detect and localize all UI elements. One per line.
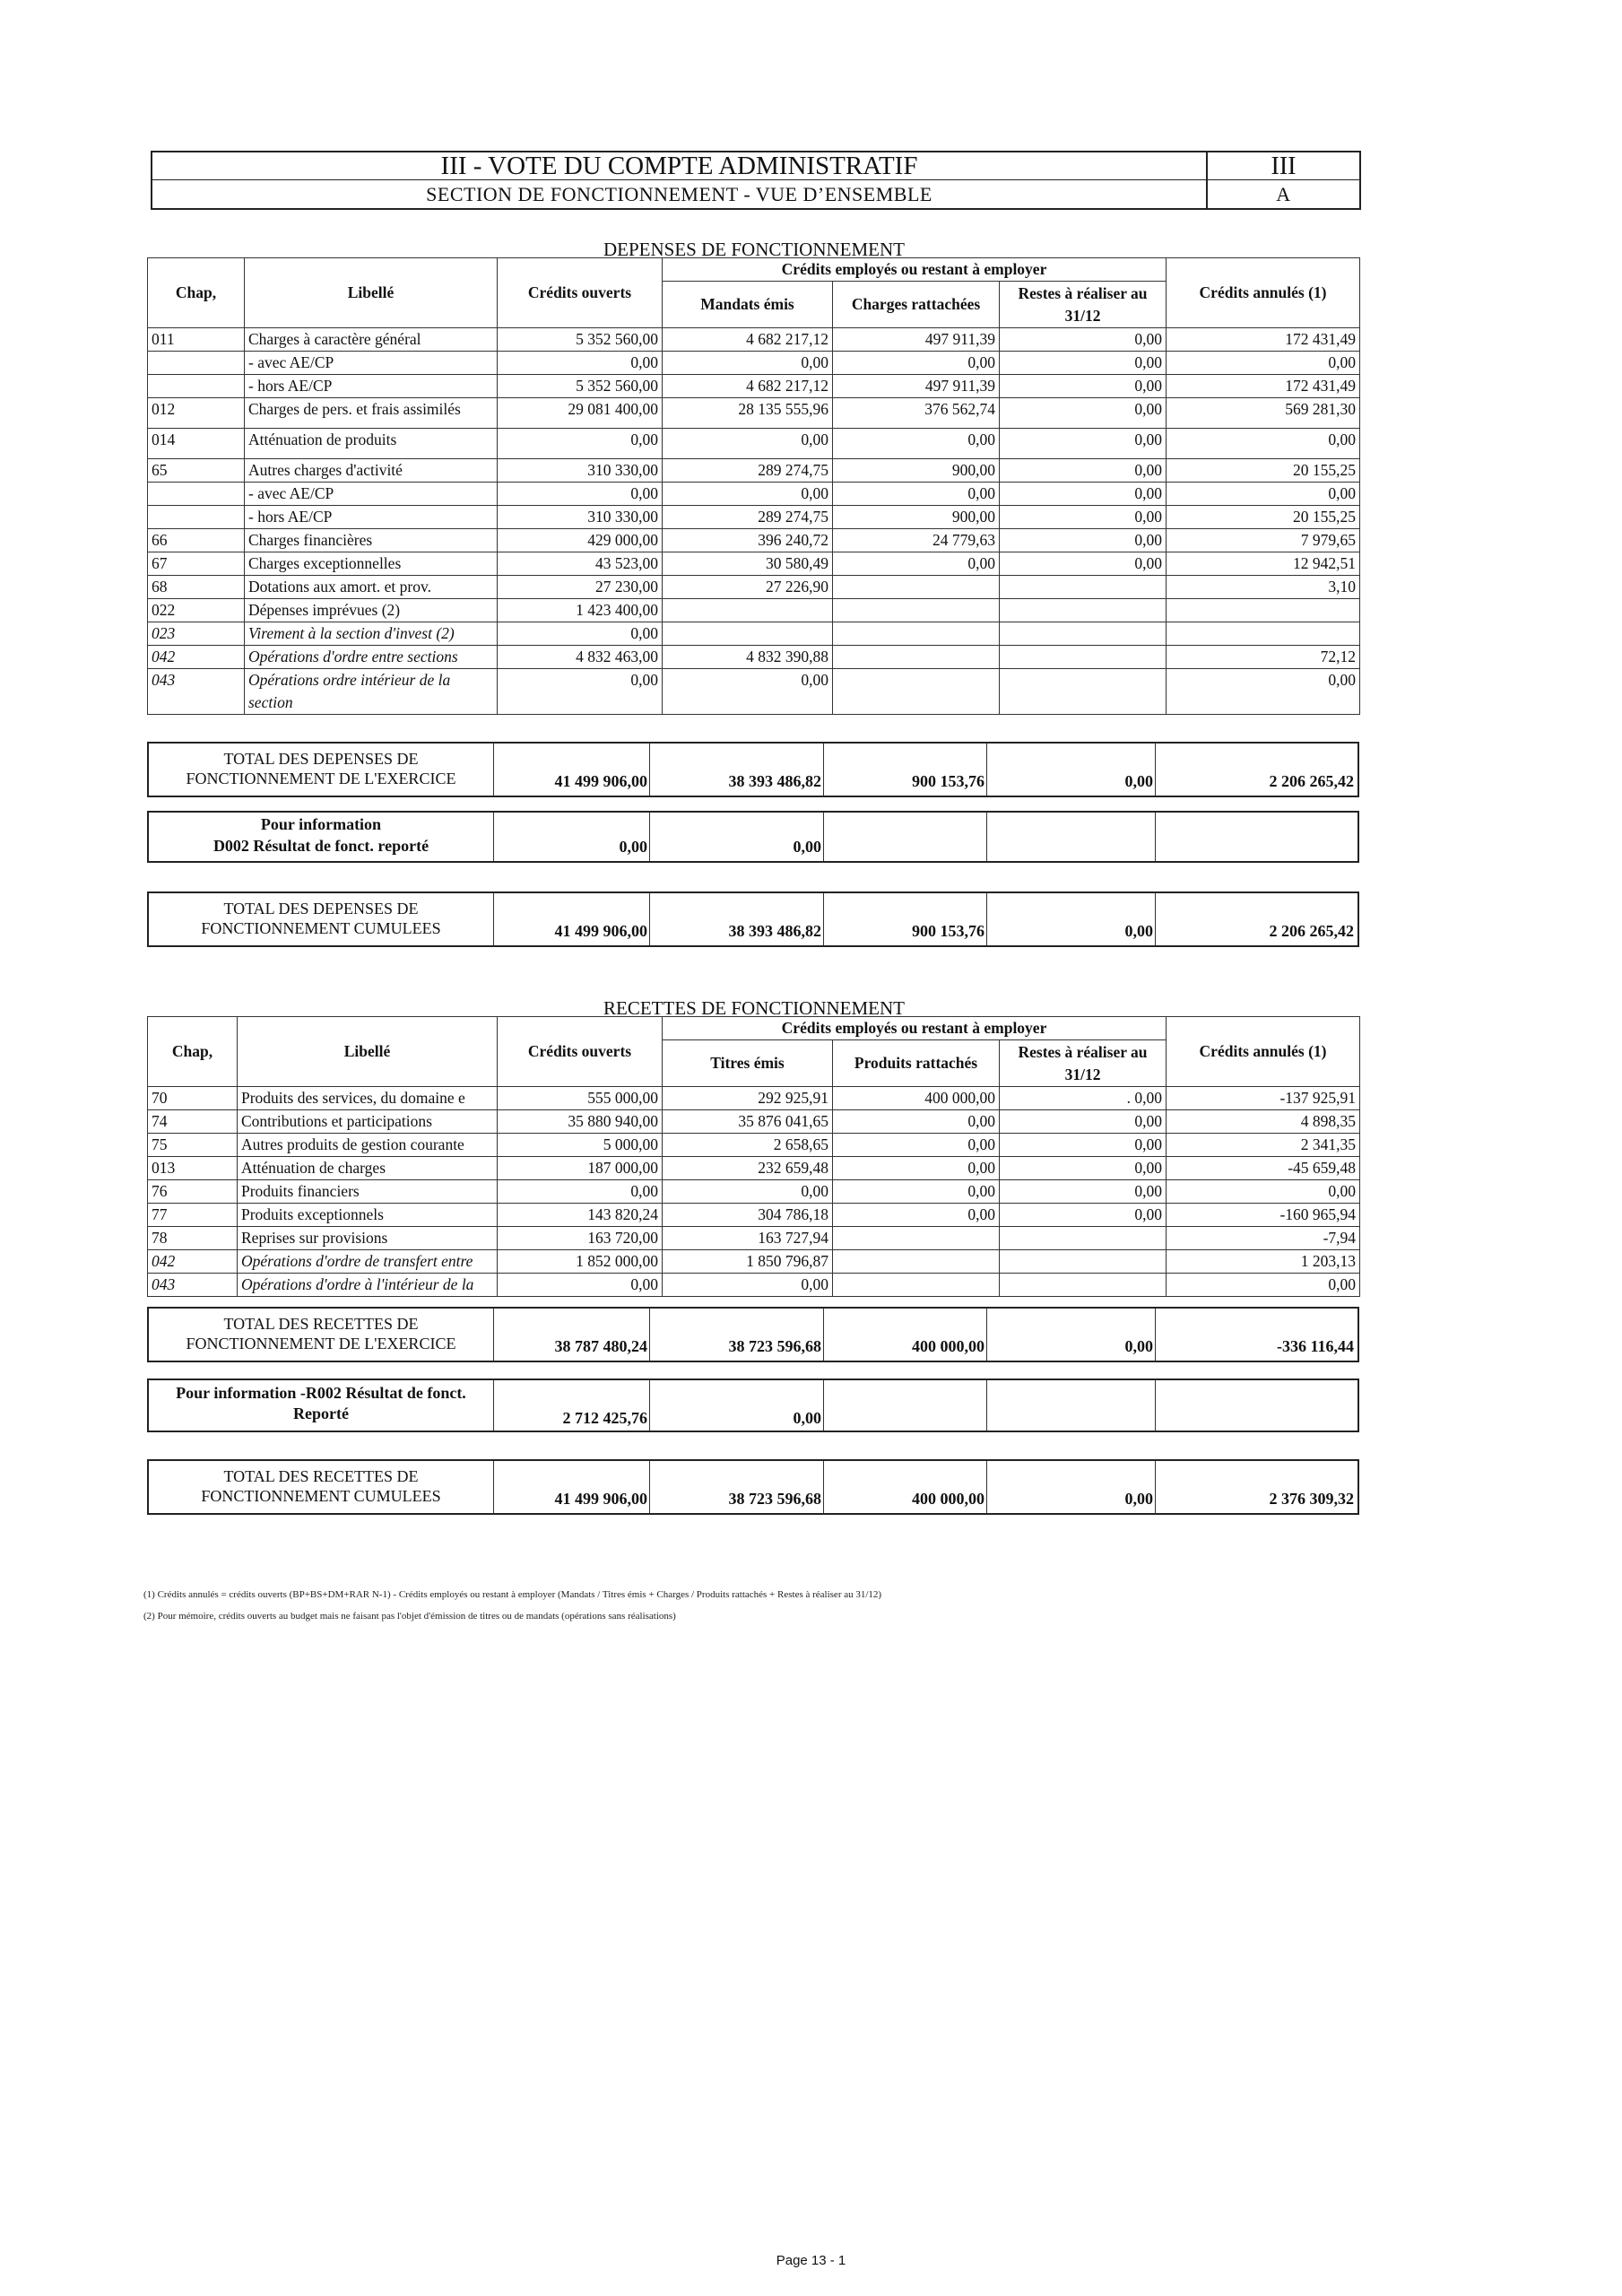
libelle-cell: Charges exceptionnelles <box>245 552 498 576</box>
emis-cell: 4 682 217,12 <box>663 328 833 352</box>
table-row <box>148 328 1360 352</box>
restes-cell <box>1000 622 1167 646</box>
recettes-cumul-me: 38 723 596,68 <box>728 1490 821 1508</box>
libelle-cell: Charges financières <box>245 529 498 552</box>
rec-col-credits-annules: Crédits annulés (1) <box>1167 1017 1360 1087</box>
col-credits-ouverts: Crédits ouverts <box>498 258 663 328</box>
restes-cell: 0,00 <box>1000 552 1167 576</box>
rec-col-produits-rattaches: Produits rattachés <box>833 1040 1000 1087</box>
recettes-cumul-row <box>147 1459 1359 1515</box>
rattaches-cell <box>833 1227 1000 1250</box>
rec-col-restes-a-realiser: Restes à réaliser au 31/12 <box>1000 1040 1167 1087</box>
table-row <box>148 1204 1360 1227</box>
col-restes-a-realiser: Restes à réaliser au 31/12 <box>1000 282 1167 328</box>
emis-cell: 35 876 041,65 <box>663 1110 833 1134</box>
annules-cell <box>1167 599 1360 622</box>
restes-cell: 0,00 <box>1000 1157 1167 1180</box>
rattaches-cell: 376 562,74 <box>833 398 1000 429</box>
footnote-2: (2) Pour mémoire, crédits ouverts au budget mais ne faisant pas l'objet d'émission de titres ou de mandats (opérations sans réalisations) <box>143 1611 676 1622</box>
recettes-total-ca: -336 116,44 <box>1276 1337 1354 1355</box>
chap-cell: 023 <box>148 622 245 646</box>
chap-cell: 022 <box>148 599 245 622</box>
col-group-credits-employes: Crédits employés ou restant à employer <box>663 258 1167 282</box>
emis-cell: 289 274,75 <box>663 506 833 529</box>
annules-cell: 20 155,25 <box>1167 459 1360 483</box>
recettes-info-row <box>147 1378 1359 1432</box>
depenses-info-me: 0,00 <box>793 838 821 856</box>
chap-cell: 014 <box>148 429 245 459</box>
header-code-cell <box>1208 152 1359 208</box>
emis-cell: 0,00 <box>663 1274 833 1297</box>
emis-cell: 0,00 <box>663 352 833 375</box>
rec-col-group-credits-employes: Crédits employés ou restant à employer <box>663 1017 1167 1040</box>
header-code-bottom: A <box>1276 183 1291 205</box>
depenses-info-label-2: D002 Résultat de fonct. reporté <box>213 837 429 855</box>
libelle-cell: - hors AE/CP <box>245 375 498 398</box>
depenses-total-ca: 2 206 265,42 <box>1269 772 1354 790</box>
annules-cell: -7,94 <box>1167 1227 1360 1250</box>
table-row <box>148 459 1360 483</box>
rec-col-chap: Chap, <box>148 1017 238 1087</box>
recettes-cumul-label: TOTAL DES RECETTES DE FONCTIONNEMENT CUMULEES <box>201 1467 441 1505</box>
chap-cell <box>148 483 245 506</box>
libelle-cell: Dépenses imprévues (2) <box>245 599 498 622</box>
recettes-cumul-cr: 400 000,00 <box>912 1490 984 1508</box>
table-row <box>148 1250 1360 1274</box>
col-mandats-emis: Mandats émis <box>663 282 833 328</box>
footnote-1: (1) Crédits annulés = crédits ouverts (BP+BS+DM+RAR N-1) - Crédits employés ou restant à employer (Mandats / Titres émis + Charges / Produits rattachés + Restes à réaliser au 31/12) <box>143 1589 882 1600</box>
libelle-cell: - avec AE/CP <box>245 352 498 375</box>
chap-cell: 78 <box>148 1227 238 1250</box>
table-row <box>148 506 1360 529</box>
depenses-info-label-1: Pour information <box>260 815 382 833</box>
chap-cell: 013 <box>148 1157 238 1180</box>
depenses-total-co: 41 499 906,00 <box>554 772 647 790</box>
recettes-total-cr: 400 000,00 <box>912 1337 984 1355</box>
credits-ouverts-cell: 5 352 560,00 <box>498 328 663 352</box>
emis-cell: 30 580,49 <box>663 552 833 576</box>
credits-ouverts-cell: 187 000,00 <box>498 1157 663 1180</box>
depenses-info-co: 0,00 <box>619 838 647 856</box>
annules-cell: 20 155,25 <box>1167 506 1360 529</box>
rec-col-titres-emis: Titres émis <box>663 1040 833 1087</box>
emis-cell: 4 832 390,88 <box>663 646 833 669</box>
emis-cell: 304 786,18 <box>663 1204 833 1227</box>
libelle-cell: Atténuation de charges <box>238 1157 498 1180</box>
libelle-cell: Opérations ordre intérieur de la section <box>245 669 498 715</box>
restes-cell <box>1000 576 1167 599</box>
recettes-info-label-1: Pour information -R002 Résultat de fonct. <box>176 1384 466 1402</box>
restes-cell: 0,00 <box>1000 375 1167 398</box>
rattaches-cell: 497 911,39 <box>833 328 1000 352</box>
chap-cell: 011 <box>148 328 245 352</box>
chap-cell: 75 <box>148 1134 238 1157</box>
emis-cell: 28 135 555,96 <box>663 398 833 429</box>
credits-ouverts-cell: 429 000,00 <box>498 529 663 552</box>
depenses-cumul-rr: 0,00 <box>1124 922 1153 940</box>
chap-cell: 68 <box>148 576 245 599</box>
rattaches-cell <box>833 1250 1000 1274</box>
annules-cell: 0,00 <box>1167 429 1360 459</box>
chap-cell: 043 <box>148 1274 238 1297</box>
libelle-cell: Charges de pers. et frais assimilés <box>245 398 498 429</box>
col-libelle: Libellé <box>245 258 498 328</box>
credits-ouverts-cell: 0,00 <box>498 352 663 375</box>
annules-cell: 172 431,49 <box>1167 375 1360 398</box>
rattaches-cell: 0,00 <box>833 1110 1000 1134</box>
credits-ouverts-cell: 0,00 <box>498 429 663 459</box>
header-title-cell <box>152 152 1208 208</box>
chap-cell <box>148 352 245 375</box>
depenses-total-row <box>147 742 1359 797</box>
document-subtitle: SECTION DE FONCTIONNEMENT - VUE D’ENSEMBLE <box>426 183 932 205</box>
recettes-info-me: 0,00 <box>793 1409 821 1427</box>
rattaches-cell <box>833 1274 1000 1297</box>
emis-cell: 289 274,75 <box>663 459 833 483</box>
annules-cell: 0,00 <box>1167 352 1360 375</box>
chap-cell: 67 <box>148 552 245 576</box>
libelle-cell: Produits des services, du domaine e <box>238 1087 498 1110</box>
table-row <box>148 1180 1360 1204</box>
restes-cell: 0,00 <box>1000 506 1167 529</box>
header-code-top: III <box>1208 152 1359 180</box>
rattaches-cell: 900,00 <box>833 506 1000 529</box>
rattaches-cell: 0,00 <box>833 552 1000 576</box>
annules-cell: 7 979,65 <box>1167 529 1360 552</box>
restes-cell <box>1000 669 1167 715</box>
credits-ouverts-cell: 0,00 <box>498 669 663 715</box>
rattaches-cell: 0,00 <box>833 1180 1000 1204</box>
table-row <box>148 352 1360 375</box>
recettes-cumul-rr: 0,00 <box>1124 1490 1153 1508</box>
credits-ouverts-cell: 0,00 <box>498 1274 663 1297</box>
annules-cell: 0,00 <box>1167 483 1360 506</box>
annules-cell: -160 965,94 <box>1167 1204 1360 1227</box>
restes-cell: 0,00 <box>1000 1134 1167 1157</box>
credits-ouverts-cell: 0,00 <box>498 1180 663 1204</box>
table-row <box>148 646 1360 669</box>
rattaches-cell: 0,00 <box>833 1134 1000 1157</box>
recettes-cumul-co: 41 499 906,00 <box>554 1490 647 1508</box>
credits-ouverts-cell: 163 720,00 <box>498 1227 663 1250</box>
col-chap: Chap, <box>148 258 245 328</box>
annules-cell: 3,10 <box>1167 576 1360 599</box>
emis-cell: 1 850 796,87 <box>663 1250 833 1274</box>
annules-cell: 0,00 <box>1167 669 1360 715</box>
libelle-cell: Opérations d'ordre entre sections <box>245 646 498 669</box>
restes-cell: 0,00 <box>1000 529 1167 552</box>
table-row <box>148 622 1360 646</box>
rattaches-cell: 497 911,39 <box>833 375 1000 398</box>
rattaches-cell <box>833 576 1000 599</box>
annules-cell: 12 942,51 <box>1167 552 1360 576</box>
chap-cell: 77 <box>148 1204 238 1227</box>
restes-cell: 0,00 <box>1000 429 1167 459</box>
restes-cell <box>1000 599 1167 622</box>
emis-cell <box>663 599 833 622</box>
credits-ouverts-cell: 310 330,00 <box>498 506 663 529</box>
page-number: Page 13 - 1 <box>776 2253 846 2268</box>
libelle-cell: Charges à caractère général <box>245 328 498 352</box>
rattaches-cell: 0,00 <box>833 1204 1000 1227</box>
restes-cell: . 0,00 <box>1000 1087 1167 1110</box>
recettes-total-row <box>147 1307 1359 1362</box>
restes-cell: 0,00 <box>1000 1180 1167 1204</box>
rattaches-cell: 0,00 <box>833 429 1000 459</box>
credits-ouverts-cell: 27 230,00 <box>498 576 663 599</box>
table-row <box>148 1227 1360 1250</box>
depenses-total-cr: 900 153,76 <box>912 772 984 790</box>
col-credits-annules: Crédits annulés (1) <box>1167 258 1360 328</box>
table-row <box>148 1087 1360 1110</box>
restes-cell: 0,00 <box>1000 1204 1167 1227</box>
restes-cell <box>1000 646 1167 669</box>
libelle-cell: Opérations d'ordre à l'intérieur de la <box>238 1274 498 1297</box>
depenses-cumul-row <box>147 891 1359 947</box>
restes-cell: 0,00 <box>1000 459 1167 483</box>
annules-cell: 0,00 <box>1167 1274 1360 1297</box>
credits-ouverts-cell: 43 523,00 <box>498 552 663 576</box>
depenses-cumul-cr: 900 153,76 <box>912 922 984 940</box>
recettes-table <box>147 1016 1360 1297</box>
libelle-cell: - avec AE/CP <box>245 483 498 506</box>
rattaches-cell: 0,00 <box>833 1157 1000 1180</box>
recettes-title: RECETTES DE FONCTIONNEMENT <box>603 997 905 1019</box>
libelle-cell: Autres produits de gestion courante <box>238 1134 498 1157</box>
chap-cell: 042 <box>148 646 245 669</box>
table-row <box>148 398 1360 429</box>
restes-cell <box>1000 1274 1167 1297</box>
libelle-cell: Autres charges d'activité <box>245 459 498 483</box>
emis-cell: 4 682 217,12 <box>663 375 833 398</box>
table-row <box>148 1110 1360 1134</box>
credits-ouverts-cell: 5 352 560,00 <box>498 375 663 398</box>
annules-cell: 0,00 <box>1167 1180 1360 1204</box>
table-row <box>148 552 1360 576</box>
recettes-info-co: 2 712 425,76 <box>562 1409 647 1427</box>
libelle-cell: Produits financiers <box>238 1180 498 1204</box>
credits-ouverts-cell: 1 852 000,00 <box>498 1250 663 1274</box>
chap-cell: 76 <box>148 1180 238 1204</box>
credits-ouverts-cell: 143 820,24 <box>498 1204 663 1227</box>
col-charges-rattachees: Charges rattachées <box>833 282 1000 328</box>
restes-cell: 0,00 <box>1000 483 1167 506</box>
chap-cell <box>148 375 245 398</box>
annules-cell <box>1167 622 1360 646</box>
chap-cell: 70 <box>148 1087 238 1110</box>
recettes-total-me: 38 723 596,68 <box>728 1337 821 1355</box>
depenses-total-label: TOTAL DES DEPENSES DE FONCTIONNEMENT DE L'EXERCICE <box>186 750 456 787</box>
depenses-cumul-co: 41 499 906,00 <box>554 922 647 940</box>
depenses-total-rr: 0,00 <box>1124 772 1153 790</box>
rattaches-cell: 0,00 <box>833 352 1000 375</box>
restes-cell: 0,00 <box>1000 398 1167 429</box>
table-row <box>148 1134 1360 1157</box>
rattaches-cell <box>833 669 1000 715</box>
credits-ouverts-cell: 0,00 <box>498 622 663 646</box>
annules-cell: 4 898,35 <box>1167 1110 1360 1134</box>
table-row <box>148 483 1360 506</box>
annules-cell: 1 203,13 <box>1167 1250 1360 1274</box>
depenses-title: DEPENSES DE FONCTIONNEMENT <box>603 239 905 260</box>
annules-cell: 72,12 <box>1167 646 1360 669</box>
annules-cell: 172 431,49 <box>1167 328 1360 352</box>
chap-cell <box>148 506 245 529</box>
restes-cell <box>1000 1250 1167 1274</box>
credits-ouverts-cell: 35 880 940,00 <box>498 1110 663 1134</box>
restes-cell <box>1000 1227 1167 1250</box>
libelle-cell: Atténuation de produits <box>245 429 498 459</box>
recettes-info-label-2: Reporté <box>293 1405 349 1422</box>
rattaches-cell: 900,00 <box>833 459 1000 483</box>
depenses-info-row <box>147 811 1359 863</box>
emis-cell: 0,00 <box>663 1180 833 1204</box>
libelle-cell: - hors AE/CP <box>245 506 498 529</box>
rattaches-cell: 0,00 <box>833 483 1000 506</box>
credits-ouverts-cell: 1 423 400,00 <box>498 599 663 622</box>
table-row <box>148 1274 1360 1297</box>
emis-cell: 232 659,48 <box>663 1157 833 1180</box>
depenses-table <box>147 257 1360 715</box>
table-row <box>148 529 1360 552</box>
emis-cell: 0,00 <box>663 669 833 715</box>
depenses-cumul-ca: 2 206 265,42 <box>1269 922 1354 940</box>
depenses-cumul-label: TOTAL DES DEPENSES DE FONCTIONNEMENT CUMULEES <box>201 900 441 937</box>
chap-cell: 74 <box>148 1110 238 1134</box>
restes-cell: 0,00 <box>1000 1110 1167 1134</box>
emis-cell: 0,00 <box>663 483 833 506</box>
document-title: III - VOTE DU COMPTE ADMINISTRATIF <box>152 152 1206 180</box>
libelle-cell: Contributions et participations <box>238 1110 498 1134</box>
rattaches-cell <box>833 646 1000 669</box>
chap-cell: 042 <box>148 1250 238 1274</box>
rec-col-libelle: Libellé <box>238 1017 498 1087</box>
credits-ouverts-cell: 310 330,00 <box>498 459 663 483</box>
libelle-cell: Dotations aux amort. et prov. <box>245 576 498 599</box>
libelle-cell: Reprises sur provisions <box>238 1227 498 1250</box>
depenses-total-me: 38 393 486,82 <box>728 772 821 790</box>
credits-ouverts-cell: 5 000,00 <box>498 1134 663 1157</box>
credits-ouverts-cell: 0,00 <box>498 483 663 506</box>
restes-cell: 0,00 <box>1000 352 1167 375</box>
recettes-total-rr: 0,00 <box>1124 1337 1153 1355</box>
rattaches-cell <box>833 599 1000 622</box>
credits-ouverts-cell: 555 000,00 <box>498 1087 663 1110</box>
chap-cell: 66 <box>148 529 245 552</box>
table-row <box>148 599 1360 622</box>
emis-cell: 292 925,91 <box>663 1087 833 1110</box>
emis-cell: 0,00 <box>663 429 833 459</box>
table-row <box>148 429 1360 459</box>
rec-col-credits-ouverts: Crédits ouverts <box>498 1017 663 1087</box>
restes-cell: 0,00 <box>1000 328 1167 352</box>
table-row <box>148 669 1360 715</box>
emis-cell <box>663 622 833 646</box>
emis-cell: 27 226,90 <box>663 576 833 599</box>
rattaches-cell: 24 779,63 <box>833 529 1000 552</box>
annules-cell: 2 341,35 <box>1167 1134 1360 1157</box>
document-header <box>151 151 1361 210</box>
depenses-cumul-me: 38 393 486,82 <box>728 922 821 940</box>
libelle-cell: Virement à la section d'invest (2) <box>245 622 498 646</box>
credits-ouverts-cell: 29 081 400,00 <box>498 398 663 429</box>
emis-cell: 163 727,94 <box>663 1227 833 1250</box>
libelle-cell: Produits exceptionnels <box>238 1204 498 1227</box>
emis-cell: 2 658,65 <box>663 1134 833 1157</box>
annules-cell: -45 659,48 <box>1167 1157 1360 1180</box>
table-row <box>148 375 1360 398</box>
emis-cell: 396 240,72 <box>663 529 833 552</box>
recettes-total-co: 38 787 480,24 <box>554 1337 647 1355</box>
chap-cell: 65 <box>148 459 245 483</box>
recettes-total-label: TOTAL DES RECETTES DE FONCTIONNEMENT DE L'EXERCICE <box>186 1315 456 1352</box>
libelle-cell: Opérations d'ordre de transfert entre <box>238 1250 498 1274</box>
rattaches-cell <box>833 622 1000 646</box>
table-row <box>148 1157 1360 1180</box>
table-row <box>148 576 1360 599</box>
recettes-cumul-ca: 2 376 309,32 <box>1269 1490 1354 1508</box>
annules-cell: 569 281,30 <box>1167 398 1360 429</box>
annules-cell: -137 925,91 <box>1167 1087 1360 1110</box>
chap-cell: 012 <box>148 398 245 429</box>
credits-ouverts-cell: 4 832 463,00 <box>498 646 663 669</box>
chap-cell: 043 <box>148 669 245 715</box>
rattaches-cell: 400 000,00 <box>833 1087 1000 1110</box>
